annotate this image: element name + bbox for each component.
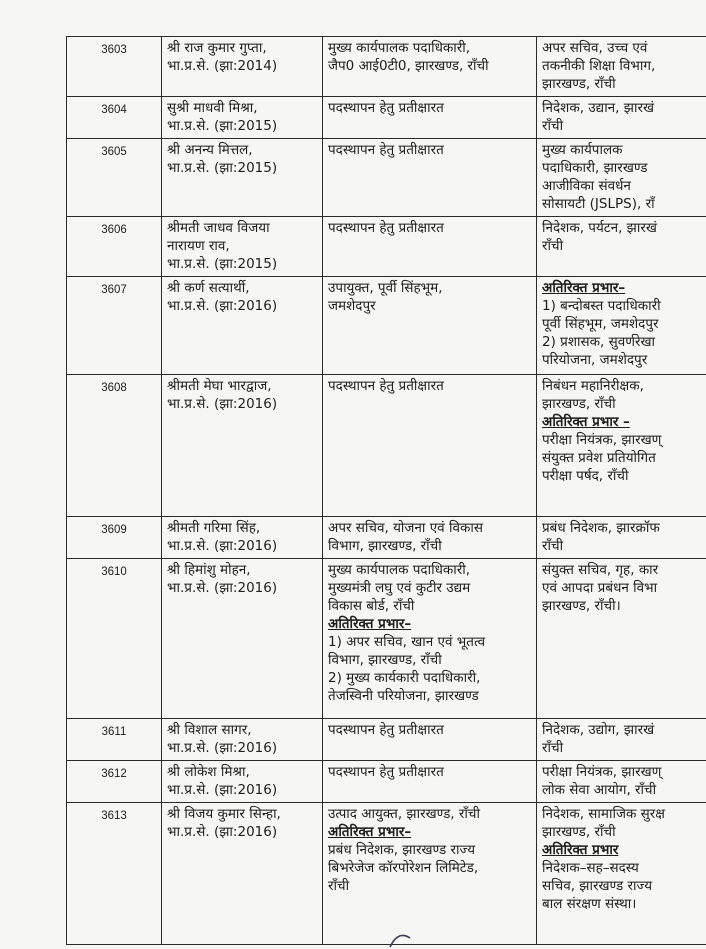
posting-line: पूर्वी सिंहभूम, जमशेदपुर [542, 316, 659, 332]
serial-number-cell: 3606 [67, 217, 162, 277]
posting-line: 1) बन्दोबस्त पदाधिकारी [542, 298, 661, 314]
posting-line: प्रबंध निदेशक, झारखण्ड राज्य [328, 842, 476, 858]
current-posting-cell [323, 803, 537, 945]
table-row [67, 719, 706, 761]
posting-line: निदेशक, पर्यटन, झारखं [542, 220, 657, 236]
officer-name-cell [162, 277, 323, 375]
serial-number-cell: 3610 [67, 559, 162, 719]
officer-name: श्री कर्ण सत्यार्थी, [167, 280, 250, 296]
officer-name-cell [162, 37, 323, 97]
posting-line: झारखण्ड, राँची [542, 76, 616, 92]
officer-service-detail: भा.प्र.से. (झा:2015) [167, 256, 278, 272]
posting-line: पदस्थापन हेतु प्रतीक्षारत [328, 722, 444, 738]
current-posting-cell [323, 517, 537, 559]
posting-line: निदेशक, सामाजिक सुरक्ष [542, 806, 665, 822]
posting-line: संयुक्त प्रवेश प्रतियोगित [542, 450, 656, 466]
posting-line: जैप0 आई0टी0, झारखण्ड, राँची [328, 58, 489, 74]
posting-line: निदेशक, उद्यान, झारखं [542, 100, 655, 116]
new-posting-cell [537, 803, 706, 945]
posting-line: एवं आपदा प्रबंधन विभा [542, 580, 658, 596]
serial-number-cell: 3612 [67, 761, 162, 803]
officer-name: श्रीमती जाधव विजया [167, 220, 270, 236]
posting-line: पदस्थापन हेतु प्रतीक्षारत [328, 378, 444, 394]
table-row [67, 37, 706, 97]
table-row [67, 97, 706, 139]
transfer-table [66, 36, 706, 945]
serial-number-cell: 3607 [67, 277, 162, 375]
posting-line: राँची [542, 740, 564, 756]
officer-name-cell [162, 139, 323, 217]
posting-line: विकास बोर्ड, राँची [328, 598, 415, 614]
officer-name: श्री अनन्य मित्तल, [167, 142, 253, 158]
additional-charge-heading: अतिरिक्त प्रभार– [328, 616, 412, 632]
officer-service-detail: भा.प्र.से. (झा:2014) [167, 58, 278, 74]
current-posting-cell [323, 217, 537, 277]
new-posting-cell [537, 97, 706, 139]
table-row [67, 139, 706, 217]
posting-line: अपर सचिव, योजना एवं विकास [328, 520, 483, 536]
officer-service-detail: भा.प्र.से. (झा:2016) [167, 298, 278, 314]
officer-name-cell [162, 719, 323, 761]
posting-line: परीक्षा नियंत्रक, झारखण् [542, 764, 662, 780]
officer-service-detail: भा.प्र.से. (झा:2016) [167, 824, 278, 840]
transfer-table-body [67, 37, 706, 945]
posting-line: पदस्थापन हेतु प्रतीक्षारत [328, 142, 444, 158]
posting-line: लोक सेवा आयोग, राँची [542, 782, 657, 798]
officer-name: श्री हिमांशु मोहन, [167, 562, 251, 578]
posting-line: तेजस्विनी परियोजना, झारखण्ड [328, 688, 479, 704]
additional-charge-heading: अतिरिक्त प्रभार– [542, 280, 626, 296]
posting-line: 1) अपर सचिव, खान एवं भूतत्व [328, 634, 486, 650]
posting-line: परीक्षा नियंत्रक, झारखण् [542, 432, 662, 448]
table-row [67, 277, 706, 375]
posting-line: तकनीकी शिक्षा विभाग, [542, 58, 656, 74]
serial-number-cell: 3611 [67, 719, 162, 761]
officer-service-detail: भा.प्र.से. (झा:2015) [167, 118, 278, 134]
officer-name: श्रीमती गरिमा सिंह, [167, 520, 261, 536]
posting-line: राँची [542, 118, 564, 134]
posting-line: अपर सचिव, उच्च एवं [542, 40, 648, 56]
posting-line: पदस्थापन हेतु प्रतीक्षारत [328, 220, 444, 236]
table-row [67, 761, 706, 803]
posting-line: विभाग, झारखण्ड, राँची [328, 538, 442, 554]
posting-line: मुख्य कार्यपालक [542, 142, 623, 158]
serial-number-cell: 3609 [67, 517, 162, 559]
posting-line: निदेशक, उद्योग, झारखं [542, 722, 655, 738]
serial-number-cell: 3608 [67, 375, 162, 517]
officer-name-cell [162, 559, 323, 719]
table-row [67, 375, 706, 517]
posting-line: सोसायटी (JSLPS), राँ [542, 196, 655, 212]
additional-charge-heading: अतिरिक्त प्रभार – [542, 414, 630, 430]
current-posting-cell [323, 97, 537, 139]
posting-line: बिभरेजेज कॉरपोरेशन लिमिटेड, [328, 860, 479, 876]
new-posting-cell [537, 761, 706, 803]
officer-name-cell [162, 761, 323, 803]
officer-name-cell [162, 217, 323, 277]
officer-name-cell [162, 375, 323, 517]
new-posting-cell [537, 37, 706, 97]
posting-line: 2) प्रशासक, सुवर्णरेखा [542, 334, 656, 350]
additional-charge-heading: अतिरिक्त प्रभार– [328, 824, 412, 840]
table-row [67, 517, 706, 559]
new-posting-cell [537, 375, 706, 517]
officer-name-cell [162, 517, 323, 559]
officer-name: सुश्री माधवी मिश्रा, [167, 100, 258, 116]
officer-name: श्री विशाल सागर, [167, 722, 252, 738]
serial-number-cell: 3603 [67, 37, 162, 97]
officer-service-detail: भा.प्र.से. (झा:2016) [167, 538, 278, 554]
officer-name: श्री विजय कुमार सिन्हा, [167, 806, 281, 822]
posting-line: झारखण्ड, राँची [542, 824, 616, 840]
posting-line: राँची [542, 238, 564, 254]
posting-line: मुख्यमंत्री लघु एवं कुटीर उद्यम [328, 580, 471, 596]
new-posting-cell [537, 559, 706, 719]
posting-line: संयुक्त सचिव, गृह, कार [542, 562, 659, 578]
posting-line: मुख्य कार्यपालक पदाधिकारी, [328, 562, 471, 578]
officer-name: श्री लोकेश मिश्रा, [167, 764, 250, 780]
officer-service-detail: नारायण राव, [167, 238, 230, 254]
posting-line: परीक्षा पर्षद, राँची [542, 468, 629, 484]
posting-line: उत्पाद आयुक्त, झारखण्ड, राँची [328, 806, 480, 822]
new-posting-cell [537, 517, 706, 559]
posting-line: पदाधिकारी, झारखण्ड [542, 160, 648, 176]
officer-name: श्री राज कुमार गुप्ता, [167, 40, 267, 56]
officer-name-cell [162, 97, 323, 139]
new-posting-cell [537, 139, 706, 217]
current-posting-cell [323, 761, 537, 803]
officer-service-detail: भा.प्र.से. (झा:2015) [167, 160, 278, 176]
posting-line: पदस्थापन हेतु प्रतीक्षारत [328, 764, 444, 780]
table-row [67, 559, 706, 719]
posting-line: सचिव, झारखण्ड राज्य [542, 878, 653, 894]
serial-number-cell: 3605 [67, 139, 162, 217]
current-posting-cell [323, 139, 537, 217]
posting-line: मुख्य कार्यपालक पदाधिकारी, [328, 40, 471, 56]
posting-line: निबंधन महानिरीक्षक, [542, 378, 644, 394]
page-curve-mark [388, 928, 414, 948]
current-posting-cell [323, 277, 537, 375]
table-row [67, 217, 706, 277]
officer-name-cell [162, 803, 323, 945]
posting-line: पदस्थापन हेतु प्रतीक्षारत [328, 100, 444, 116]
officer-name: श्रीमती मेघा भारद्वाज, [167, 378, 272, 394]
posting-line: विभाग, झारखण्ड, राँची [328, 652, 442, 668]
table-row [67, 803, 706, 945]
officer-service-detail: भा.प्र.से. (झा:2016) [167, 580, 278, 596]
posting-line: बाल संरक्षण संस्था। [542, 896, 637, 912]
posting-line: राँची [542, 538, 564, 554]
serial-number-cell: 3613 [67, 803, 162, 945]
serial-number-cell: 3604 [67, 97, 162, 139]
posting-line: झारखण्ड, राँची [542, 396, 616, 412]
posting-line: राँची [328, 878, 350, 894]
officer-service-detail: भा.प्र.से. (झा:2016) [167, 740, 278, 756]
additional-charge-heading: अतिरिक्त प्रभार [542, 842, 619, 858]
posting-line: 2) मुख्य कार्यकारी पदाधिकारी, [328, 670, 481, 686]
current-posting-cell [323, 719, 537, 761]
current-posting-cell [323, 559, 537, 719]
posting-line: उपायुक्त, पूर्वी सिंहभूम, [328, 280, 443, 296]
officer-service-detail: भा.प्र.से. (झा:2016) [167, 396, 278, 412]
posting-line: आजीविका संवर्धन [542, 178, 631, 194]
officer-service-detail: भा.प्र.से. (झा:2016) [167, 782, 278, 798]
current-posting-cell [323, 37, 537, 97]
posting-line: जमशेदपुर [328, 298, 376, 314]
posting-line: झारखण्ड, राँची। [542, 598, 621, 614]
new-posting-cell [537, 719, 706, 761]
new-posting-cell [537, 277, 706, 375]
posting-line: प्रबंध निदेशक, झारक्रॉफ [542, 520, 660, 536]
posting-line: निदेशक–सह–सदस्य [542, 860, 639, 876]
new-posting-cell [537, 217, 706, 277]
current-posting-cell [323, 375, 537, 517]
posting-line: परियोजना, जमशेदपुर [542, 352, 648, 368]
